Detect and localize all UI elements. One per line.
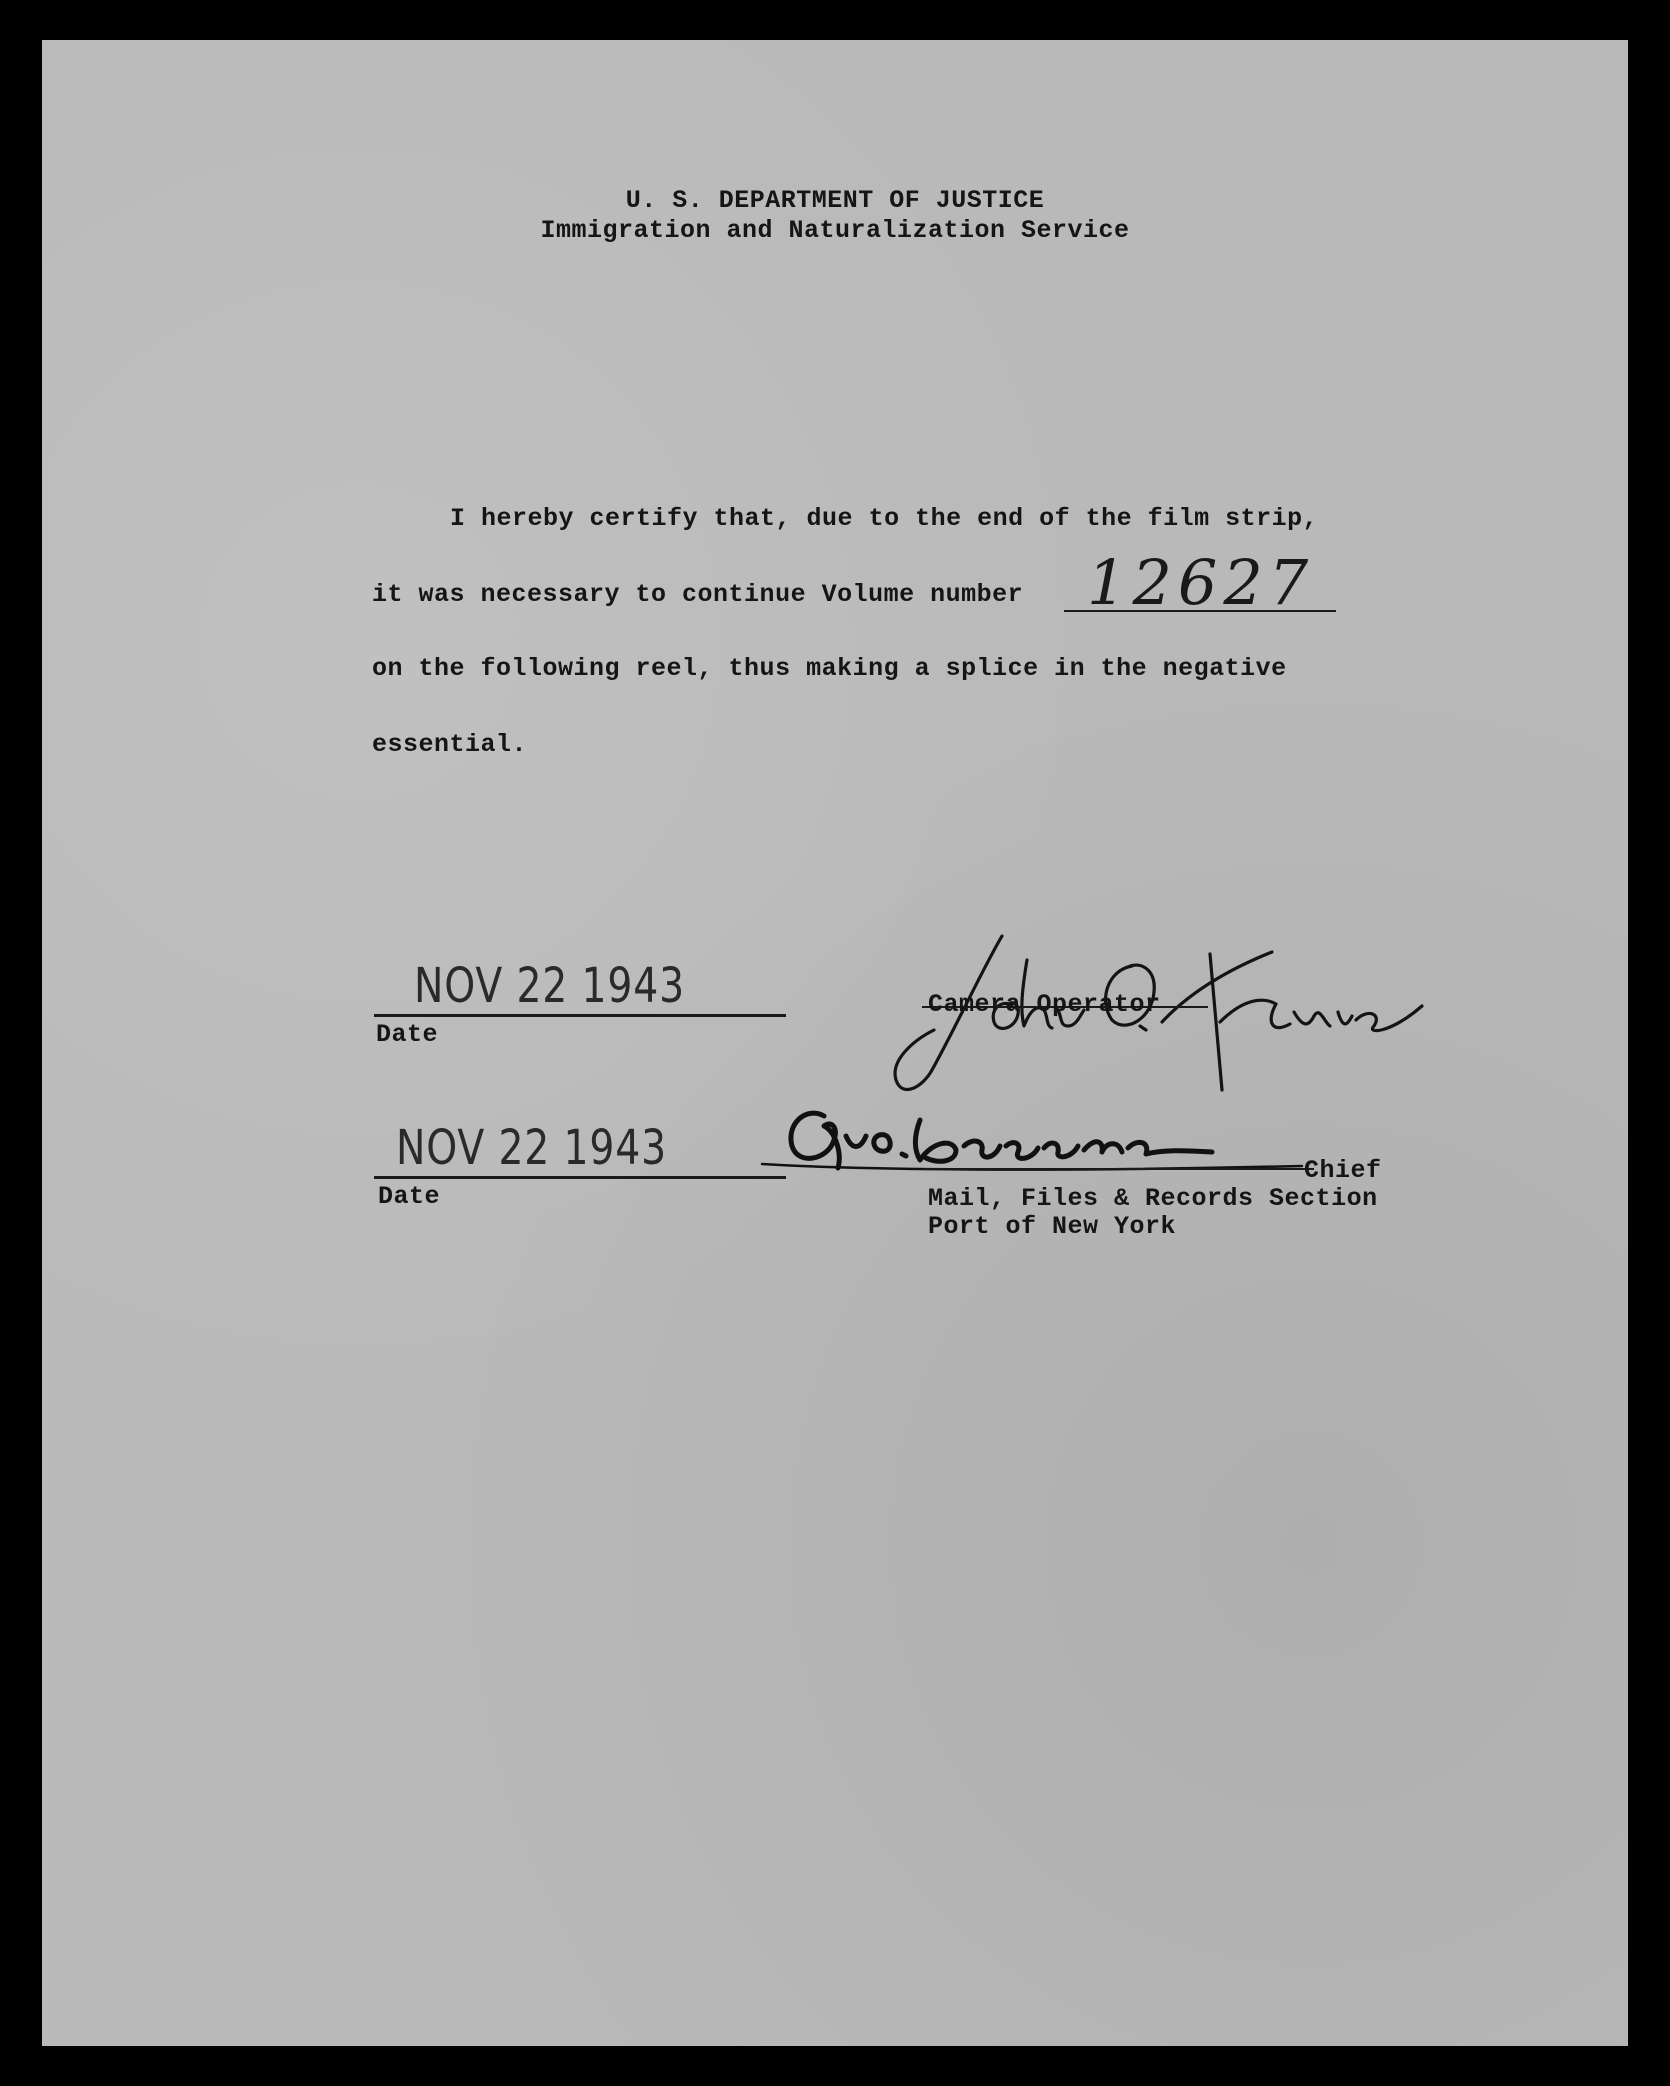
date-line-1 [374,1014,786,1017]
date-label-2: Date [378,1182,441,1211]
department-heading: U. S. DEPARTMENT OF JUSTICE [625,186,1045,215]
certify-line-4: essential. [372,730,528,759]
service-heading: Immigration and Naturalization Service [540,216,1130,245]
certify-line-1: I hereby certify that, due to the end of the film strip, [450,504,1319,533]
signature-line-2 [924,1168,1314,1170]
certify-line-3: on the following reel, thus making a splice in the negative [372,654,1287,683]
chief-signature [742,1080,1302,1190]
volume-number-handwritten: 12627 [1087,546,1315,619]
date-label-1: Date [376,1020,439,1049]
document-page [42,40,1628,2046]
date-stamp-2: NOV 22 1943 [396,1120,667,1176]
chief-title: Chief [1304,1156,1382,1185]
date-line-2 [374,1176,786,1179]
date-stamp-1: NOV 22 1943 [414,958,685,1014]
section-title: Mail, Files & Records Section [928,1184,1378,1213]
camera-operator-title: Camera Operator [928,990,1161,1019]
port-title: Port of New York [928,1212,1177,1241]
certify-line-2: it was necessary to continue Volume number [372,580,1024,609]
